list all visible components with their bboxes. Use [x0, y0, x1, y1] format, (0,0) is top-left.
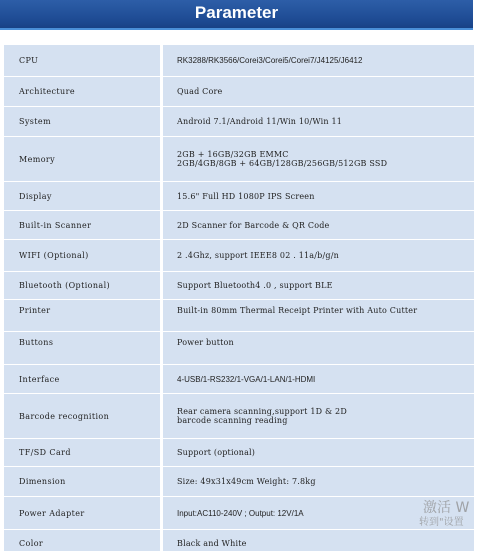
spec-value: 2 .4Ghz, support IEEE8 02 . 11a/b/g/n	[177, 251, 339, 260]
spec-value: 2GB + 16GB/32GB EMMC	[177, 150, 289, 159]
spec-value: 2D Scanner for Barcode & QR Code	[177, 220, 330, 230]
spec-label: Dimension	[19, 477, 66, 486]
header-bar	[0, 0, 473, 30]
spec-value: Size: 49x31x49cm Weight: 7.8kg	[177, 477, 316, 486]
spec-value-cell	[163, 332, 474, 364]
spec-label: Printer	[19, 306, 51, 315]
spec-row	[4, 439, 474, 467]
spec-row	[4, 530, 474, 551]
activation-watermark	[417, 500, 477, 530]
spec-value-cell	[163, 77, 474, 106]
spec-row	[4, 77, 474, 107]
spec-row	[4, 300, 474, 332]
spec-label: CPU	[19, 56, 39, 65]
spec-row	[4, 137, 474, 182]
spec-row	[4, 467, 474, 497]
spec-label: Color	[19, 538, 44, 548]
spec-label: Barcode recognition	[19, 411, 110, 421]
spec-label-cell	[4, 77, 163, 106]
spec-label: Display	[19, 191, 52, 201]
spec-row	[4, 497, 474, 530]
spec-value: Android 7.1/Android 11/Win 10/Win 11	[177, 117, 343, 126]
spec-row	[4, 45, 474, 77]
watermark-line-1: 激活 W	[423, 500, 470, 516]
spec-label-cell	[4, 365, 163, 393]
spec-label-cell	[4, 467, 163, 496]
spec-value: 4-USB/1-RS232/1-VGA/1-LAN/1-HDMI	[177, 374, 316, 384]
spec-label-cell	[4, 45, 163, 76]
spec-value-cell	[163, 182, 474, 210]
spec-value: Power button	[177, 338, 234, 347]
spec-row	[4, 182, 474, 211]
spec-value-cell	[163, 530, 474, 551]
spec-value-cell	[163, 467, 474, 496]
spec-label-cell	[4, 107, 163, 136]
spec-value: 2GB/4GB/8GB + 64GB/128GB/256GB/512GB SSD	[177, 159, 388, 168]
spec-value: barcode scanning reading	[177, 416, 288, 425]
spec-value-cell	[163, 394, 474, 438]
spec-label-cell	[4, 211, 163, 239]
spec-row	[4, 394, 474, 439]
spec-label: Memory	[19, 154, 56, 164]
watermark-line-2: 转到"设置	[419, 517, 464, 528]
spec-value-cell	[163, 137, 474, 181]
spec-value: RK3288/RK3566/Corei3/Corei5/Corei7/J4125/J6412	[177, 56, 363, 65]
spec-label-cell	[4, 182, 163, 210]
spec-label: Architecture	[19, 87, 75, 96]
spec-value-cell	[163, 240, 474, 271]
spec-row	[4, 211, 474, 240]
spec-value-cell	[163, 365, 474, 393]
spec-row	[4, 272, 474, 300]
spec-value-cell	[163, 211, 474, 239]
spec-value: Input:AC110-240V ; Output: 12V/1A	[177, 508, 304, 518]
spec-label-cell	[4, 394, 163, 438]
spec-label-cell	[4, 530, 163, 551]
spec-label-cell	[4, 137, 163, 181]
spec-value: Black and White	[177, 538, 247, 548]
spec-table	[4, 44, 474, 551]
spec-value-cell	[163, 107, 474, 136]
spec-value-cell	[163, 300, 474, 331]
header-underline	[0, 28, 473, 30]
spec-label: Buttons	[19, 338, 54, 347]
spec-label: System	[19, 117, 52, 126]
spec-label: TF/SD Card	[19, 448, 71, 457]
spec-label-cell	[4, 300, 163, 331]
spec-row	[4, 240, 474, 272]
spec-row	[4, 332, 474, 365]
spec-label-cell	[4, 272, 163, 299]
spec-row	[4, 365, 474, 394]
spec-label-cell	[4, 439, 163, 466]
spec-label: Interface	[19, 374, 60, 384]
spec-value: 15.6" Full HD 1080P IPS Screen	[177, 191, 315, 201]
spec-value: Quad Core	[177, 87, 223, 96]
spec-value: Support Bluetooth4 .0 , support BLE	[177, 281, 333, 290]
spec-label-cell	[4, 240, 163, 271]
spec-label: Bluetooth (Optional)	[19, 281, 111, 290]
spec-label-cell	[4, 497, 163, 529]
spec-label-cell	[4, 332, 163, 364]
spec-label: WIFI (Optional)	[19, 251, 89, 260]
spec-value-cell	[163, 45, 474, 76]
spec-value: Rear camera scanning,support 1D & 2D	[177, 407, 347, 416]
spec-value: Support (optional)	[177, 448, 256, 457]
spec-label: Power Adapter	[19, 508, 85, 518]
page-title: Parameter	[194, 3, 279, 22]
spec-value: Built-in 80mm Thermal Receipt Printer with Auto Cutter	[177, 306, 418, 315]
spec-label: Built-in Scanner	[19, 220, 92, 230]
spec-value-cell	[163, 439, 474, 466]
spec-value-cell	[163, 272, 474, 299]
spec-row	[4, 107, 474, 137]
